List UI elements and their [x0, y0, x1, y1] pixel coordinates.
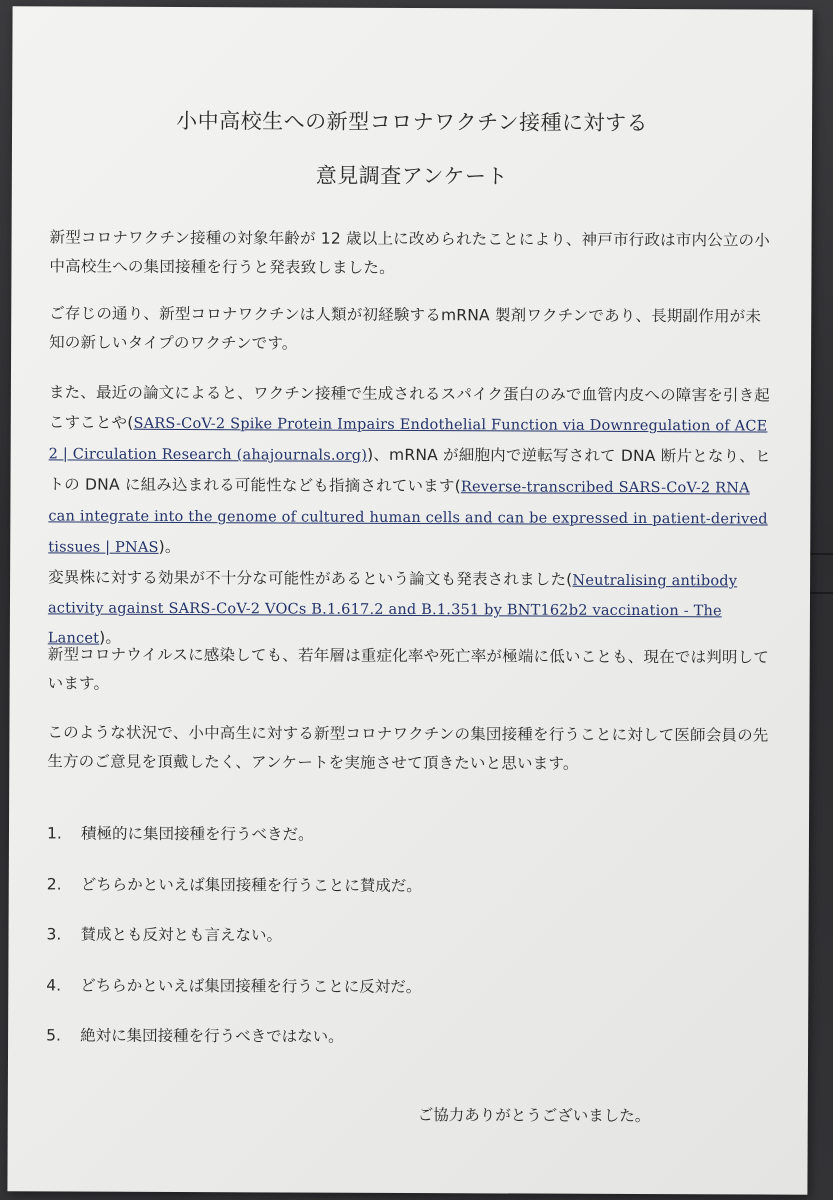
- paragraph-text: また、最近の論文によると、ワクチン接種で生成されるスパイク蛋白のみで血管内皮への障害を引き起こすことや(: [48, 383, 771, 432]
- paragraph-research-findings: [48, 377, 774, 565]
- reference-link-lancet[interactable]: Neutralising antibody activity against SARS-CoV-2 VOCs B.1.617.2 and B.1.351 by BNT162b2 vaccination - The Lancet: [47, 572, 738, 647]
- paragraph-age-change: 新型コロナワクチン接種の対象年齢が 12 歳以上に改められたことにより、神戸市行政は市内公立の小中高校生への集団接種を行うと発表致しました。: [49, 228, 771, 277]
- survey-option-1: [47, 821, 747, 848]
- option-label: 積極的に集団接種を行うべきだ。: [80, 824, 314, 844]
- paragraph-survey-purpose: このような状況で、小中高生に対する新型コロナワクチンの集団接種を行うことに対して医師会員の先生方のご意見を頂戴したく、アンケートを実施させて頂きたいと思います。: [47, 723, 769, 773]
- reference-link-pnas[interactable]: Reverse-transcribed SARS-CoV-2 RNA can integrate into the genome of cultured human cells and can be expressed in patient-derived tissues | PNAS: [48, 479, 768, 556]
- option-label: 賛成とも反対とも言えない。: [80, 925, 283, 945]
- option-number: 3.: [46, 925, 62, 944]
- reference-link-circulation-research[interactable]: SARS-CoV-2 Spike Protein Impairs Endothelial Function via Downregulation of ACE 2 | Circulation Research (ahajournals.org): [48, 415, 768, 464]
- paragraph-mrna-vaccine: ご存じの通り、新型コロナワクチンは人類が初経験するmRNA 製剤ワクチンであり、長期副作用が未知の新しいタイプのワクチンです。: [49, 304, 762, 353]
- option-number: 5.: [46, 1026, 61, 1045]
- survey-sheet: [7, 6, 812, 1194]
- paragraph-text: )、mRNA が細胞内で逆転写されて DNA 断片となり、ヒトの DNA に組み込まれる可能性なども指摘されています(: [48, 445, 771, 496]
- option-label: どちらかといえば集団接種を行うことに賛成だ。: [80, 875, 422, 896]
- title-line-2: 意見調査アンケート: [315, 163, 509, 189]
- paragraph-text: )。: [158, 537, 181, 556]
- option-number: 2.: [46, 875, 62, 894]
- option-number: 4.: [46, 976, 62, 995]
- survey-option-3: [46, 922, 746, 949]
- paragraph-text: )。: [99, 628, 122, 647]
- paragraph-youth-risk: 新型コロナウイルスに感染しても、若年層は重症化率や死亡率が極端に低いことも、現在では判明しています。: [47, 645, 770, 693]
- survey-option-2: [47, 872, 747, 899]
- option-label: 絶対に集団接種を行うべきではない。: [80, 1026, 344, 1046]
- survey-option-4: [46, 973, 746, 1000]
- survey-option-5: [46, 1023, 746, 1050]
- closing-thanks: ご協力ありがとうございました。: [417, 1106, 651, 1126]
- option-number: 1.: [46, 824, 62, 843]
- title-line-1: 小中高校生への新型コロナワクチン接種に対する: [176, 108, 649, 136]
- paragraph-text: 変異株に対する効果が不十分な可能性があるという論文も発表されました(: [48, 568, 573, 589]
- option-label: どちらかといえば集団接種を行うことに反対だ。: [80, 976, 422, 997]
